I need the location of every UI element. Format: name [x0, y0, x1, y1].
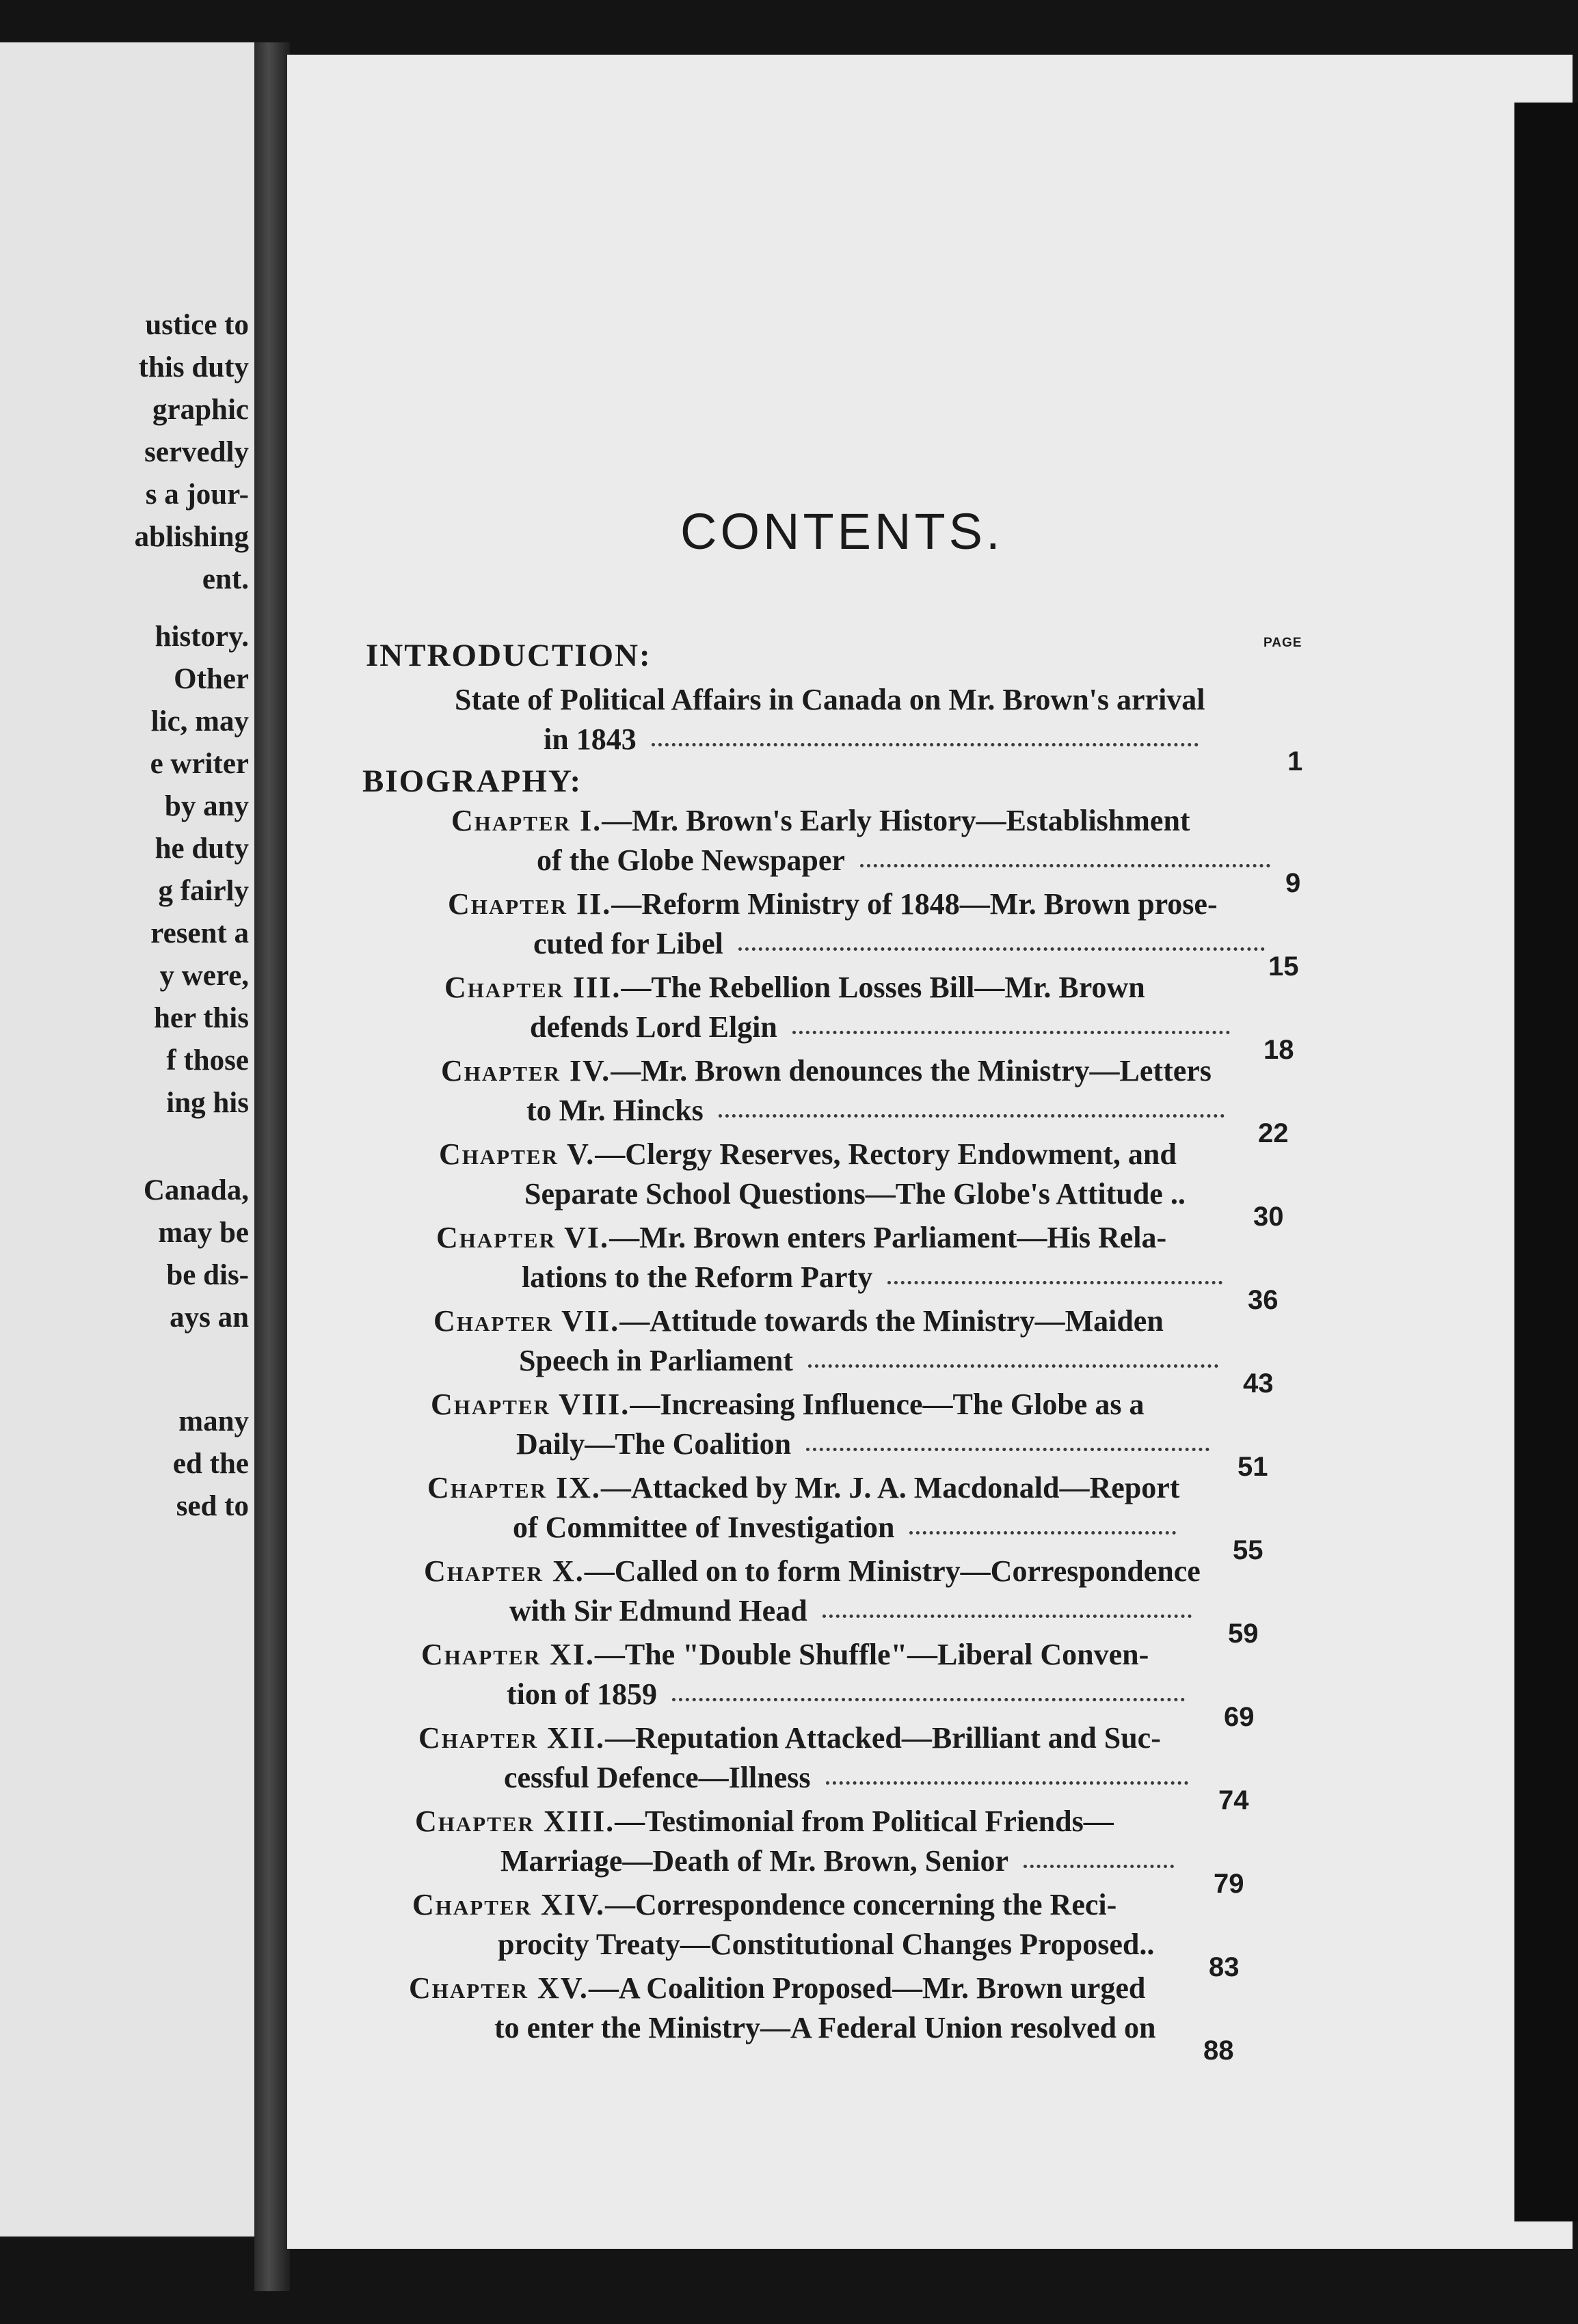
page-number: 79: [1214, 1869, 1244, 1899]
left-text-line: ays an: [170, 1301, 249, 1334]
left-text-line: ustice to: [145, 309, 249, 341]
scan-edge: [1514, 103, 1578, 2221]
introduction-heading: INTRODUCTION:: [366, 638, 652, 673]
entry-line-1: Chapter I.—Mr. Brown's Early History—Establishment: [451, 804, 1190, 837]
page-number: 36: [1248, 1285, 1279, 1315]
dot-leader: [887, 1280, 1222, 1284]
biography-heading: BIOGRAPHY:: [362, 764, 583, 799]
page-number: 15: [1268, 951, 1299, 982]
book-gutter: [254, 42, 290, 2291]
dot-leader: [826, 1781, 1188, 1785]
dot-leader: [808, 1364, 1218, 1368]
left-text-line: lic, may: [150, 705, 249, 738]
left-text-line: Other: [174, 663, 249, 695]
dot-leader: [792, 1030, 1230, 1034]
page-number: 69: [1224, 1702, 1255, 1732]
entry-line-1: Chapter XII.—Reputation Attacked—Brilliant and Suc-: [418, 1721, 1161, 1755]
page-column-header: PAGE: [1263, 636, 1302, 650]
dot-leader: [860, 863, 1270, 867]
entry-line-1: Chapter V.—Clergy Reserves, Rectory Endowment, and: [439, 1137, 1177, 1171]
left-text-line: s a jour-: [145, 478, 249, 511]
left-text-line: ent.: [202, 563, 249, 595]
entry-line-2: Marriage—Death of Mr. Brown, Senior: [500, 1843, 1174, 1878]
left-text-line: f those: [166, 1044, 249, 1077]
left-text-line: sed to: [176, 1490, 249, 1522]
contents-page: [287, 55, 1573, 2249]
entry-line-2: to Mr. Hincks: [526, 1093, 1225, 1128]
page-number: 88: [1203, 2036, 1234, 2066]
page-number: 83: [1209, 1952, 1240, 1982]
left-text-line: be dis-: [166, 1259, 249, 1291]
page-title: CONTENTS.: [680, 503, 1004, 560]
left-text-line: resent a: [150, 917, 249, 949]
page-number: 51: [1238, 1452, 1268, 1482]
entry-line-1: Chapter IX.—Attacked by Mr. J. A. Macdonald—Report: [427, 1471, 1180, 1504]
entry-line-2: procity Treaty—Constitutional Changes Proposed..: [498, 1928, 1155, 1961]
dot-leader: [738, 947, 1265, 951]
entry-line-1: Chapter X.—Called on to form Ministry—Correspondence: [424, 1554, 1201, 1588]
entry-line-1: Chapter VI.—Mr. Brown enters Parliament—His Rela-: [436, 1221, 1167, 1254]
page-number: 59: [1228, 1619, 1259, 1649]
page-number: 18: [1263, 1035, 1294, 1065]
entry-line-2: of Committee of Investigation: [513, 1510, 1176, 1545]
entry-line-2: in 1843: [544, 722, 1199, 757]
left-text-line: ed the: [172, 1448, 249, 1480]
entry-line-1: Chapter XV.—A Coalition Proposed—Mr. Brown urged: [409, 1971, 1146, 2005]
left-text-line: by any: [164, 790, 249, 822]
left-text-line: ablishing: [134, 521, 249, 553]
page-number: 74: [1218, 1785, 1249, 1815]
page-number: 30: [1253, 1202, 1284, 1232]
left-text-line: ing his: [166, 1087, 249, 1119]
entry-line-2: defends Lord Elgin: [530, 1010, 1230, 1044]
entry-line-2: Speech in Parliament: [519, 1343, 1218, 1378]
left-text-line: many: [178, 1405, 249, 1437]
page-number: 43: [1243, 1368, 1274, 1399]
left-text-line: e writer: [150, 748, 249, 780]
entry-line-2: cessful Defence—Illness: [504, 1760, 1188, 1795]
entry-line-1: Chapter IV.—Mr. Brown denounces the Ministry—Letters: [441, 1054, 1212, 1087]
left-text-line: this duty: [138, 351, 249, 383]
left-text-line: servedly: [144, 436, 249, 468]
dot-leader: [909, 1530, 1176, 1535]
left-text-line: y were,: [159, 960, 249, 992]
dot-leader: [823, 1614, 1192, 1618]
entry-line-1: Chapter VII.—Attitude towards the Ministry—Maiden: [433, 1304, 1164, 1338]
dot-leader: [719, 1113, 1225, 1118]
dot-leader: [1024, 1864, 1174, 1868]
entry-line-1: Chapter XI.—The "Double Shuffle"—Liberal Conven-: [421, 1638, 1149, 1671]
entry-line-2: to enter the Ministry—A Federal Union resolved on: [494, 2011, 1156, 2044]
entry-line-2: cuted for Libel: [533, 926, 1265, 961]
left-text-line: Canada,: [143, 1174, 249, 1206]
entry-line-1: Chapter XIII.—Testimonial from Political Friends—: [415, 1805, 1114, 1838]
entry-line-2: with Sir Edmund Head: [509, 1593, 1192, 1628]
page-number: 9: [1285, 868, 1301, 898]
entry-line-1: State of Political Affairs in Canada on Mr. Brown's arrival: [455, 683, 1205, 716]
entry-line-2: tion of 1859: [507, 1677, 1185, 1712]
left-text-line: her this: [154, 1002, 249, 1034]
entry-line-2: of the Globe Newspaper: [537, 843, 1270, 878]
left-text-line: graphic: [152, 394, 249, 426]
left-text-line: history.: [155, 621, 249, 653]
entry-line-2: Daily—The Coalition: [516, 1427, 1209, 1461]
entry-line-1: Chapter XIV.—Correspondence concerning the Reci-: [412, 1888, 1117, 1921]
dot-leader: [652, 742, 1199, 746]
page-number: 1: [1287, 746, 1303, 776]
entry-line-1: Chapter VIII.—Increasing Influence—The Globe as a: [431, 1388, 1145, 1421]
entry-line-1: Chapter II.—Reform Ministry of 1848—Mr. Brown prose-: [448, 887, 1218, 921]
left-text-line: may be: [158, 1217, 249, 1249]
dot-leader: [672, 1697, 1185, 1701]
page-number: 22: [1258, 1118, 1289, 1148]
entry-line-1: Chapter III.—The Rebellion Losses Bill—Mr. Brown: [444, 971, 1145, 1004]
left-page: [0, 42, 254, 2237]
entry-line-2: Separate School Questions—The Globe's Attitude ..: [524, 1177, 1186, 1211]
left-text-line: he duty: [155, 833, 249, 865]
dot-leader: [806, 1447, 1209, 1451]
page-number: 55: [1233, 1535, 1263, 1565]
entry-line-2: lations to the Reform Party: [522, 1260, 1222, 1295]
left-text-line: g fairly: [158, 875, 249, 907]
